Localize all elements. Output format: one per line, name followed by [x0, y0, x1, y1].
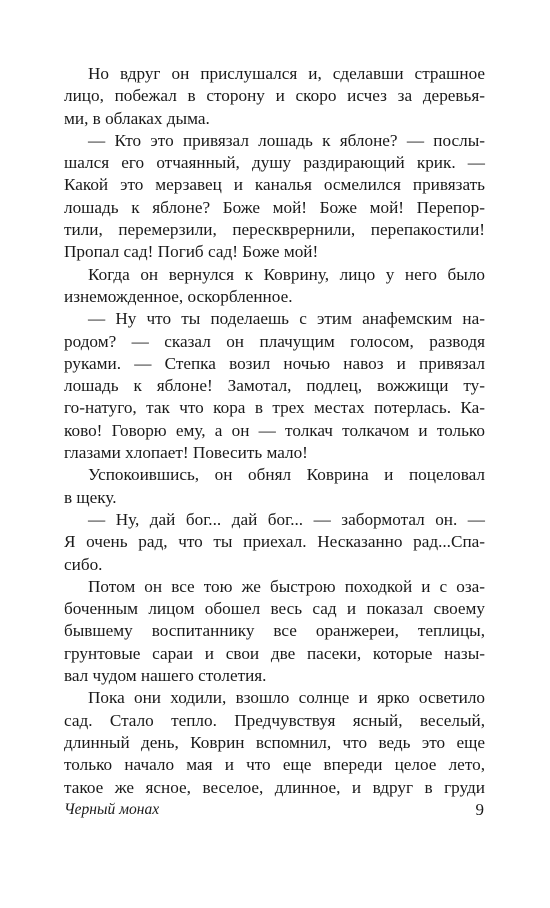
- text-line: родом? — сказал он плачущим голосом, разводя: [64, 331, 485, 351]
- text-line: лошадь к яблоне? Боже мой! Боже мой! Перепор-: [64, 197, 485, 217]
- text-line: сад. Стало тепло. Предчувствуя ясный, веселый,: [64, 710, 485, 730]
- text-line: ково! Говорю ему, а он — толкач толкачом и только: [64, 420, 485, 440]
- text-line: руками. — Степка возил ночью навоз и привязал: [64, 353, 485, 373]
- text-line: Я очень рад, что ты приехал. Несказанно рад...Спа-: [64, 532, 485, 552]
- text-line: — Кто это привязал лошадь к яблоне? — послы-: [88, 130, 485, 150]
- text-line: сибо.: [64, 554, 103, 574]
- text-line: — Ну, дай бог... дай бог... — забормотал он. —: [88, 509, 485, 529]
- text-line: Какой это мерзавец и каналья осмелился привязать: [64, 175, 485, 195]
- text-line: — Ну что ты поделаешь с этим анафемским на-: [88, 309, 485, 329]
- text-line: Пока они ходили, взошло солнце и ярко осветило: [88, 688, 485, 708]
- running-footer-title: Черный монах: [64, 801, 160, 818]
- text-line: Пропал сад! Погиб сад! Боже мой!: [64, 242, 319, 262]
- text-line: изнеможденное, оскорбленное.: [64, 286, 293, 306]
- text-line: Потом он все тою же быстрою походкой и с оза-: [88, 576, 485, 596]
- text-line: глазами хлопает! Повесить мало!: [64, 443, 308, 463]
- text-line: го-натуго, так что кора в трех местах потерлась. Ка-: [64, 398, 485, 418]
- text-line: лошадь к яблоне! Замотал, подлец, вожжищи ту-: [64, 376, 485, 396]
- text-line: только начало мая и что еще впереди целое лето,: [64, 755, 485, 775]
- text-line: в щеку.: [64, 487, 117, 507]
- text-line: Успокоившись, он обнял Коврина и поцеловал: [88, 465, 485, 485]
- text-line: боченным лицом обошел весь сад и показал своему: [64, 599, 485, 619]
- text-line: вал чудом нашего столетия.: [64, 666, 267, 686]
- page-number: 9: [475, 800, 484, 819]
- text-line: длинный день, Коврин вспомнил, что ведь это еще: [64, 732, 485, 752]
- text-line: тили, перемерзили, перескврернили, перепакостили!: [64, 220, 485, 240]
- text-line: бывшему воспитаннику все оранжереи, теплицы,: [64, 621, 485, 641]
- text-line: Когда он вернулся к Коврину, лицо у него было: [88, 264, 485, 284]
- text-line: ми, в облаках дыма.: [64, 108, 210, 128]
- text-line: грунтовые сараи и свои две пасеки, которые назы-: [64, 643, 485, 663]
- text-line: лицо, побежал в сторону и скоро исчез за деревья-: [64, 86, 485, 106]
- text-line: такое же ясное, веселое, длинное, и вдруг в груди: [64, 777, 485, 797]
- text-line: Но вдруг он прислушался и, сделавши страшное: [88, 64, 485, 83]
- body-text: [64, 63, 485, 799]
- text-line: шался его отчаянный, душу раздирающий крик. —: [64, 153, 485, 173]
